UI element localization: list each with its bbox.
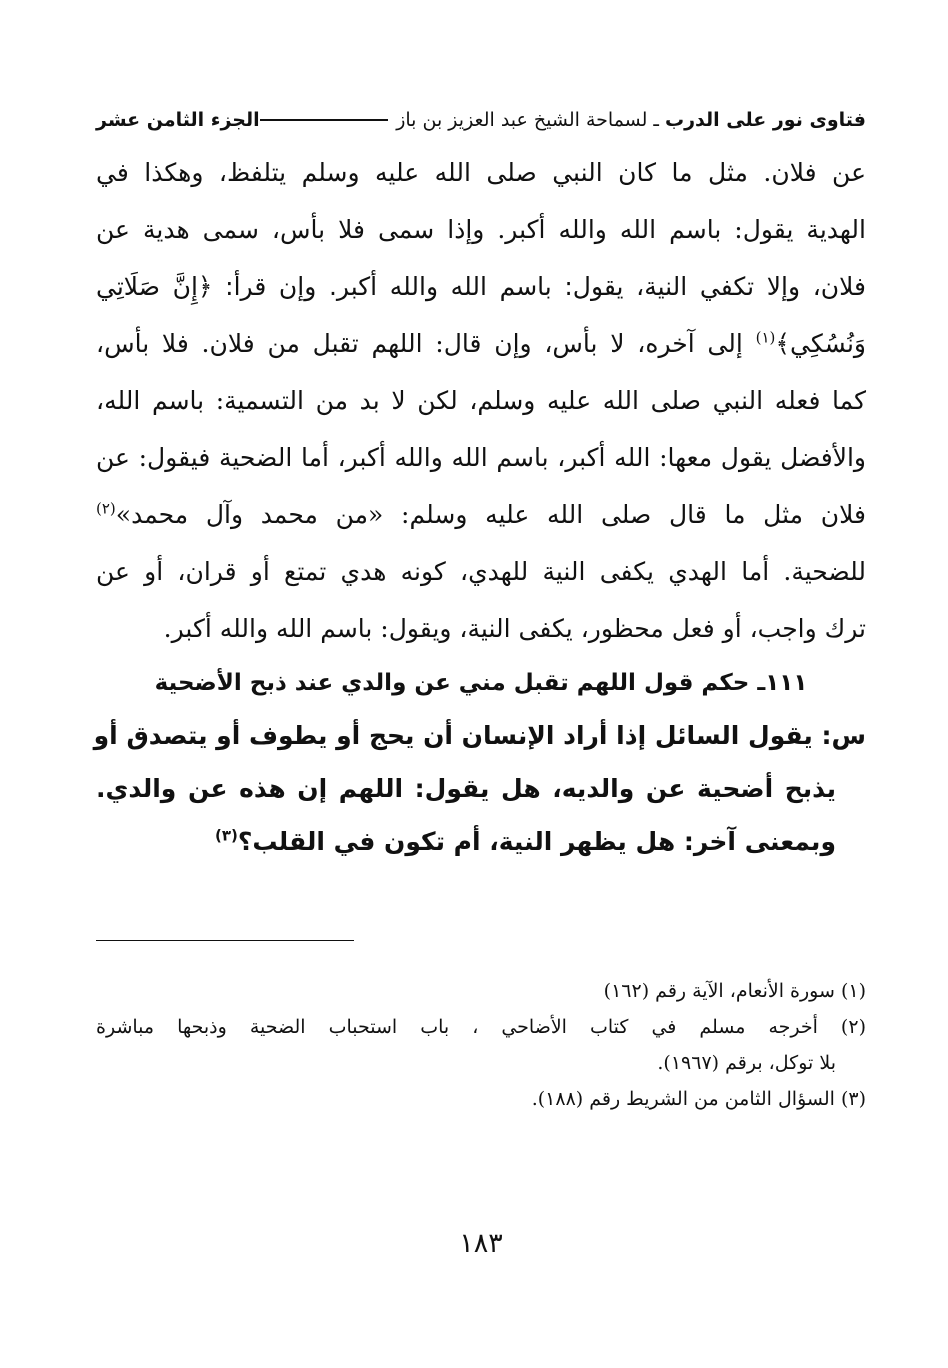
question-line: يذبح أضحية عن والديه، هل يقول: اللهم إن هذه عن والدي. xyxy=(96,774,836,803)
text-line xyxy=(96,315,866,372)
header-dash: ـ xyxy=(653,109,659,131)
text-line: للضحية. أما الهدي يكفى النية للهدي، كونه هدي تمتع أو قران، أو عن xyxy=(96,557,866,586)
section-heading: ١١١ـ حكم قول اللهم تقبل مني عن والدي عند ذبح الأضحية xyxy=(154,670,808,696)
text-fragment: وبمعنى آخر: هل يظهر النية، أم تكون في القلب؟ xyxy=(237,827,836,856)
author-name: لسماحة الشيخ عبد العزيز بن باز xyxy=(396,109,648,131)
footnote-ref-3: (٣) xyxy=(214,826,238,845)
footnote-ref-2: (٢) xyxy=(96,499,116,518)
footnote-ref-1: (١) xyxy=(755,328,776,347)
text-line xyxy=(96,486,866,543)
text-fragment: فلان مثل ما قال صلى الله عليه وسلم: «من محمد وآل محمد» xyxy=(115,500,866,529)
question-line xyxy=(96,815,866,868)
answer-text xyxy=(96,144,866,657)
text-line: عن فلان. مثل ما كان النبي صلى الله عليه وسلم يتلفظ، وهكذا في xyxy=(96,158,866,187)
text-line: الهدية يقول: باسم الله والله أكبر. وإذا سمى فلا بأس، سمى هدية عن xyxy=(96,215,866,244)
header-rule xyxy=(260,119,389,121)
book-page xyxy=(93,100,866,1330)
footnote-2: (٢) أخرجه مسلم في كتاب الأضاحي ، باب استحباب الضحية وذبحها مباشرة xyxy=(96,1016,866,1038)
footnotes xyxy=(96,973,866,1117)
text-line: ترك واجب، أو فعل محظور، يكفى النية، ويقول: باسم الله والله أكبر. xyxy=(163,614,866,643)
footnote-2-continued: بلا توكل، برقم (١٩٦٧). xyxy=(657,1052,836,1074)
text-line: فلان، وإلا تكفي النية، يقول: باسم الله والله أكبر. وإن قرأ: ﴿إِنَّ صَلَاتِي xyxy=(96,272,866,301)
text-fragment: إلى آخره، لا بأس، وإن قال: اللهم تقبل من فلان. فلا بأس، xyxy=(96,329,743,358)
quran-fragment: وَنُسُكِي﴾ xyxy=(775,329,866,358)
footnote-3: (٣) السؤال الثامن من الشريط رقم (١٨٨). xyxy=(531,1088,866,1110)
footnote-1: (١) سورة الأنعام، الآية رقم (١٦٢) xyxy=(603,980,866,1002)
question-line: س: يقول السائل إذا أراد الإنسان أن يحج أو يطوف أو يتصدق أو xyxy=(93,721,866,750)
part-label: الجزء الثامن عشر xyxy=(96,109,260,131)
question-block xyxy=(93,709,866,868)
text-line: كما فعله النبي صلى الله عليه وسلم، لكن لا بد من التسمية: باسم الله، xyxy=(96,386,866,415)
book-title: فتاوى نور على الدرب xyxy=(665,109,866,131)
text-line: والأفضل يقول معها: الله أكبر، باسم الله والله أكبر، أما الضحية فيقول: عن xyxy=(96,443,866,472)
footnote-separator xyxy=(96,940,354,941)
running-header xyxy=(96,100,866,140)
page-number: ١٨٣ xyxy=(459,1228,503,1259)
